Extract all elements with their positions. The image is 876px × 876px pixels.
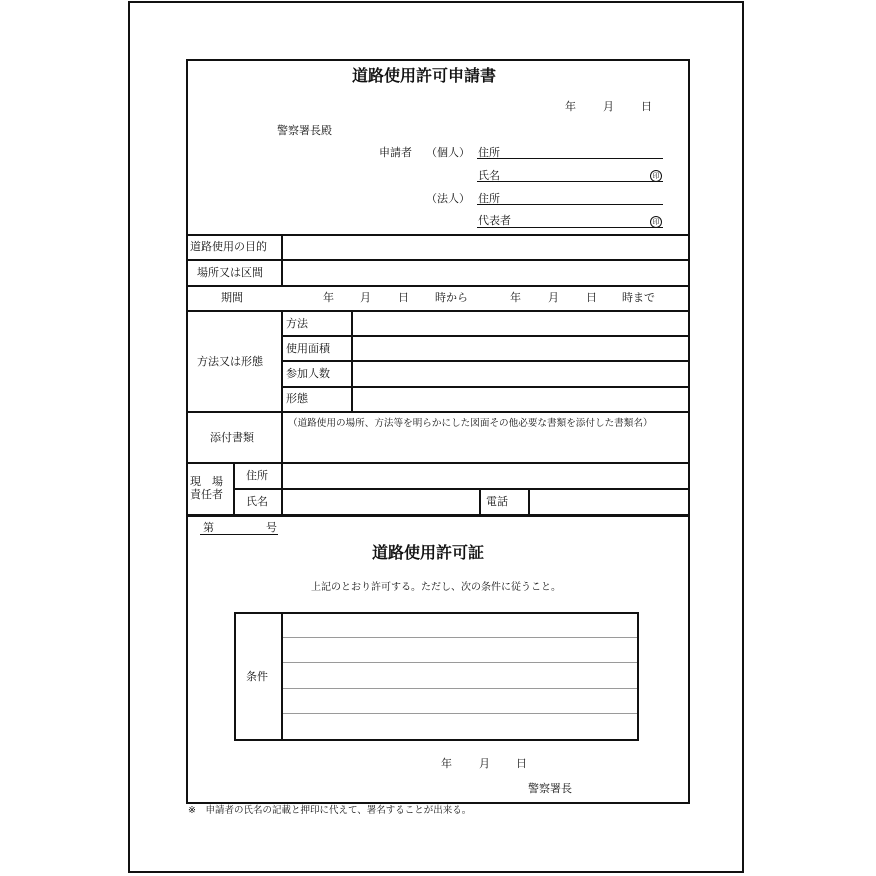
permit-number-line[interactable] [200, 534, 278, 535]
period-from-month: 月 [360, 291, 371, 304]
site-name-label: 氏名 [246, 495, 268, 508]
column-divider [281, 310, 283, 412]
permit-number-suffix: 号 [266, 521, 277, 534]
condition-line[interactable] [283, 688, 637, 689]
condition-line[interactable] [283, 662, 637, 663]
permit-date-day: 日 [516, 757, 527, 770]
row-divider [186, 234, 690, 236]
participants-field[interactable] [354, 362, 688, 384]
column-divider [479, 488, 481, 515]
row-divider [186, 462, 690, 464]
individual-name-line[interactable] [477, 181, 663, 182]
permit-issuer: 警察署長 [528, 782, 572, 795]
form-field[interactable] [354, 388, 688, 410]
conditions-label: 条件 [246, 670, 268, 683]
period-to-month: 月 [548, 291, 559, 304]
period-from-year: 年 [323, 291, 334, 304]
individual-seal-mark: 印 [650, 170, 662, 182]
permit-statement: 上記のとおり許可する。ただし、次の条件に従うこと。 [311, 582, 561, 593]
method-item-method: 方法 [286, 317, 308, 330]
footnote: ※ 申請者の氏名の記載と押印に代えて、署名することが出来る。 [188, 805, 472, 816]
permit-date-month: 月 [479, 757, 490, 770]
site-manager-label-line1: 現 場 [190, 475, 223, 488]
application-date-year: 年 [565, 100, 576, 113]
column-divider [281, 234, 283, 286]
corporate-label: （法人） [426, 192, 470, 205]
row-divider [186, 259, 690, 261]
condition-line[interactable] [283, 637, 637, 638]
individual-address-line[interactable] [477, 158, 663, 159]
site-address-label: 住所 [246, 469, 268, 482]
representative-line[interactable] [477, 227, 663, 228]
application-title: 道路使用許可申請書 [352, 66, 497, 85]
column-divider [233, 462, 235, 515]
corporate-address-label: 住所 [478, 192, 500, 205]
conditions-box [234, 612, 639, 741]
corporate-address-line[interactable] [477, 204, 663, 205]
permit-number-prefix: 第 [203, 521, 214, 534]
purpose-field[interactable] [284, 237, 688, 258]
site-address-field[interactable] [284, 465, 688, 486]
period-from-hour: 時から [435, 291, 468, 304]
method-item-area: 使用面積 [286, 342, 330, 355]
location-field[interactable] [284, 262, 688, 283]
condition-line[interactable] [283, 713, 637, 714]
column-divider [528, 488, 530, 515]
phone-field[interactable] [531, 491, 688, 513]
row-divider [234, 488, 690, 490]
site-manager-label-line2: 責任者 [190, 488, 223, 501]
individual-name-label: 氏名 [478, 169, 500, 182]
column-divider [281, 462, 283, 515]
attachments-label: 添付書類 [210, 431, 254, 444]
column-divider [351, 310, 353, 412]
method-item-form: 形態 [286, 392, 308, 405]
period-label: 期間 [221, 291, 243, 304]
individual-address-label: 住所 [478, 146, 500, 159]
permit-date-year: 年 [441, 757, 452, 770]
corporate-seal-mark: 印 [650, 216, 662, 228]
location-label: 場所又は区間 [197, 266, 263, 279]
purpose-label: 道路使用の目的 [190, 240, 267, 253]
period-from-day: 日 [398, 291, 409, 304]
individual-label: （個人） [426, 146, 470, 159]
permit-title: 道路使用許可証 [372, 543, 485, 562]
row-divider [186, 285, 690, 287]
period-to-hour: 時まで [622, 291, 655, 304]
area-field[interactable] [354, 337, 688, 359]
phone-label: 電話 [486, 495, 508, 508]
period-to-year: 年 [510, 291, 521, 304]
period-to-day: 日 [586, 291, 597, 304]
representative-label: 代表者 [478, 214, 511, 227]
applicant-label: 申請者 [379, 146, 412, 159]
site-name-field[interactable] [284, 491, 478, 513]
method-field[interactable] [354, 312, 688, 334]
application-date-month: 月 [603, 100, 614, 113]
attachments-note: （道路使用の場所、方法等を明らかにした図面その他必要な書類を添付した書類名） [288, 418, 653, 429]
application-date-day: 日 [641, 100, 652, 113]
addressee: 警察署長殿 [277, 124, 332, 137]
conditions-divider [281, 612, 283, 741]
row-divider [186, 411, 690, 413]
method-item-participants: 参加人数 [286, 367, 330, 380]
method-label: 方法又は形態 [197, 355, 263, 368]
attachments-field[interactable] [284, 430, 688, 460]
column-divider [281, 411, 283, 463]
